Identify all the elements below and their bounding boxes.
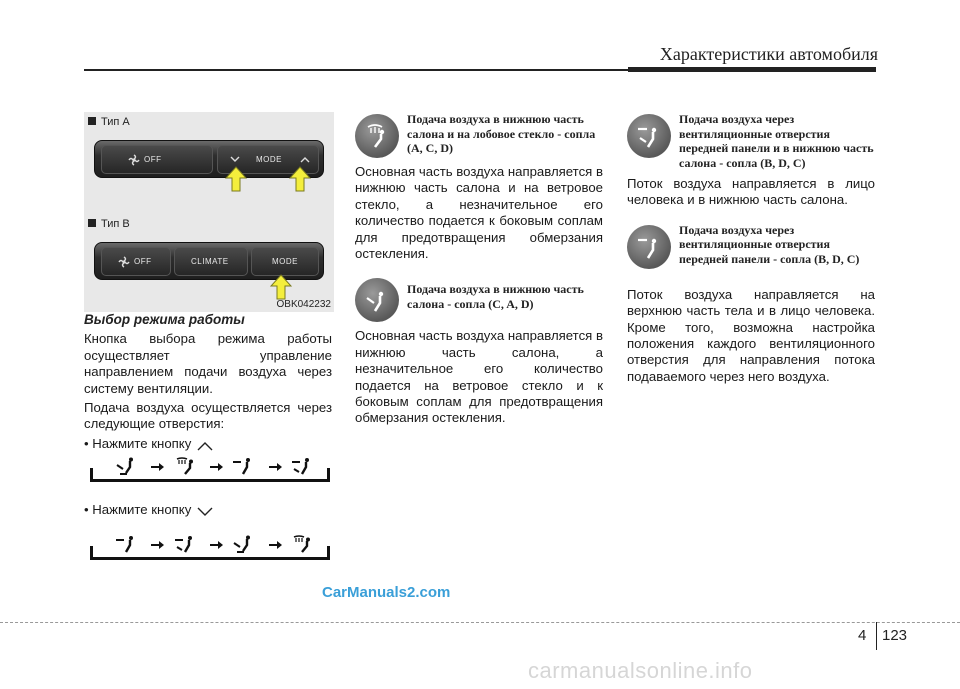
chevron-up-icon xyxy=(197,441,213,451)
mode-label: MODE xyxy=(272,257,298,266)
off-button-b[interactable] xyxy=(101,247,171,276)
fan-icon xyxy=(128,154,140,166)
mode-title: Подача воздуха через вентиляционные отверстия передней панели - сопла (B, D, C) xyxy=(679,222,860,266)
face-floor-mode-icon xyxy=(627,114,671,158)
mode-heading xyxy=(627,223,875,285)
mode-sequence-up xyxy=(90,456,330,482)
face-mode-icon xyxy=(231,457,261,477)
arrow-right-icon xyxy=(269,462,283,472)
pointer-arrow-icon xyxy=(225,166,247,192)
climate-button[interactable] xyxy=(174,247,248,276)
off-label: OFF xyxy=(144,155,162,164)
figure-code: OBK042232 xyxy=(276,299,331,310)
arrow-right-icon xyxy=(269,540,283,550)
column-middle xyxy=(355,112,603,430)
defrost-floor-mode-icon xyxy=(355,114,399,158)
mode-title: Подача воздуха в нижнюю часть салона - сопла (C, A, D) xyxy=(407,282,584,311)
mode-button-b[interactable] xyxy=(251,247,319,276)
mode-heading xyxy=(627,112,875,174)
watermark-link[interactable]: CarManuals2.com xyxy=(322,584,451,601)
climate-label: CLIMATE xyxy=(191,257,229,266)
paragraph: Основная часть воздуха направляется в нижнюю часть салона, а незначительное его количество подается на ветровое стекло и к боковым соплам для предотвращения обмерзания остекления. xyxy=(355,328,603,426)
chevron-up-icon xyxy=(300,156,310,163)
paragraph: Поток воздуха направляется в лицо человека и в нижнюю часть салона. xyxy=(627,176,875,208)
mode-heading xyxy=(355,112,603,162)
type-b-label: Тип B xyxy=(88,218,130,230)
fan-icon xyxy=(118,256,130,268)
arrow-right-icon xyxy=(151,540,165,550)
page-separator xyxy=(876,622,877,650)
sequence-items xyxy=(112,534,322,556)
bullet-down-block xyxy=(84,502,332,521)
mode-sequence-down xyxy=(90,534,330,560)
face-floor-mode-icon xyxy=(173,535,203,555)
mode-title: Подача воздуха через вентиляционные отверстия передней панели и в нижнюю часть салона - сопла (B, D, C) xyxy=(679,112,874,170)
floor-mode-icon xyxy=(355,278,399,322)
mode-title: Подача воздуха в нижнюю часть салона и на лобовое стекло - сопла (A, C, D) xyxy=(407,112,596,155)
floor-mode-icon xyxy=(231,535,261,555)
paragraph: Кнопка выбора режима работы осуществляет управление направлением подачи воздуха через систему вентиляции. xyxy=(84,331,332,396)
bullet-up: • Нажмите кнопку xyxy=(84,436,332,452)
chevron-down-icon xyxy=(197,507,213,517)
off-label: OFF xyxy=(134,257,152,266)
arrow-right-icon xyxy=(210,540,224,550)
bottom-watermark: carmanualsonline.info xyxy=(528,658,753,683)
pointer-arrow-icon xyxy=(289,166,311,192)
mode-label: MODE xyxy=(256,155,282,164)
arrow-right-icon xyxy=(151,462,165,472)
section-title: Выбор режима работы xyxy=(84,312,245,327)
type-a-label: Тип А xyxy=(88,116,130,128)
control-panel-figure xyxy=(84,112,334,312)
face-mode-icon xyxy=(114,535,144,555)
floor-mode-icon xyxy=(114,457,144,477)
sequence-items xyxy=(112,456,322,478)
chapter-number: 4 xyxy=(858,627,867,644)
page-number: 123 xyxy=(882,627,908,644)
footer-rule xyxy=(0,622,960,623)
pointer-arrow-icon xyxy=(270,274,292,300)
header-rule-accent xyxy=(628,67,876,72)
defrost-floor-mode-icon xyxy=(290,535,320,555)
mode-heading xyxy=(355,276,603,326)
paragraph: Поток воздуха направляется на верхнюю часть тела и в лицо человека. Кроме того, возможна настройка положения каждого вентиляционного отверстия для направления потока подаваемого через него воздуха. xyxy=(627,286,875,384)
column-right xyxy=(627,112,875,388)
paragraph: Подача воздуха осуществляется через следующие отверстия: xyxy=(84,400,332,432)
header-title: Характеристики автомобиля xyxy=(659,44,878,64)
face-mode-icon xyxy=(627,225,671,269)
defrost-floor-mode-icon xyxy=(173,457,203,477)
arrow-right-icon xyxy=(210,462,224,472)
bullet-down: • Нажмите кнопку xyxy=(84,502,332,518)
paragraph: Основная часть воздуха направляется в нижнюю часть салона и на ветровое стекло, а незначительное его количество подается к боковым соплам для предотвращения обмерзания остекления. xyxy=(355,164,603,262)
column-left xyxy=(84,312,332,455)
face-floor-mode-icon xyxy=(290,457,320,477)
chevron-down-icon xyxy=(230,156,240,163)
off-button-a[interactable] xyxy=(101,145,213,174)
